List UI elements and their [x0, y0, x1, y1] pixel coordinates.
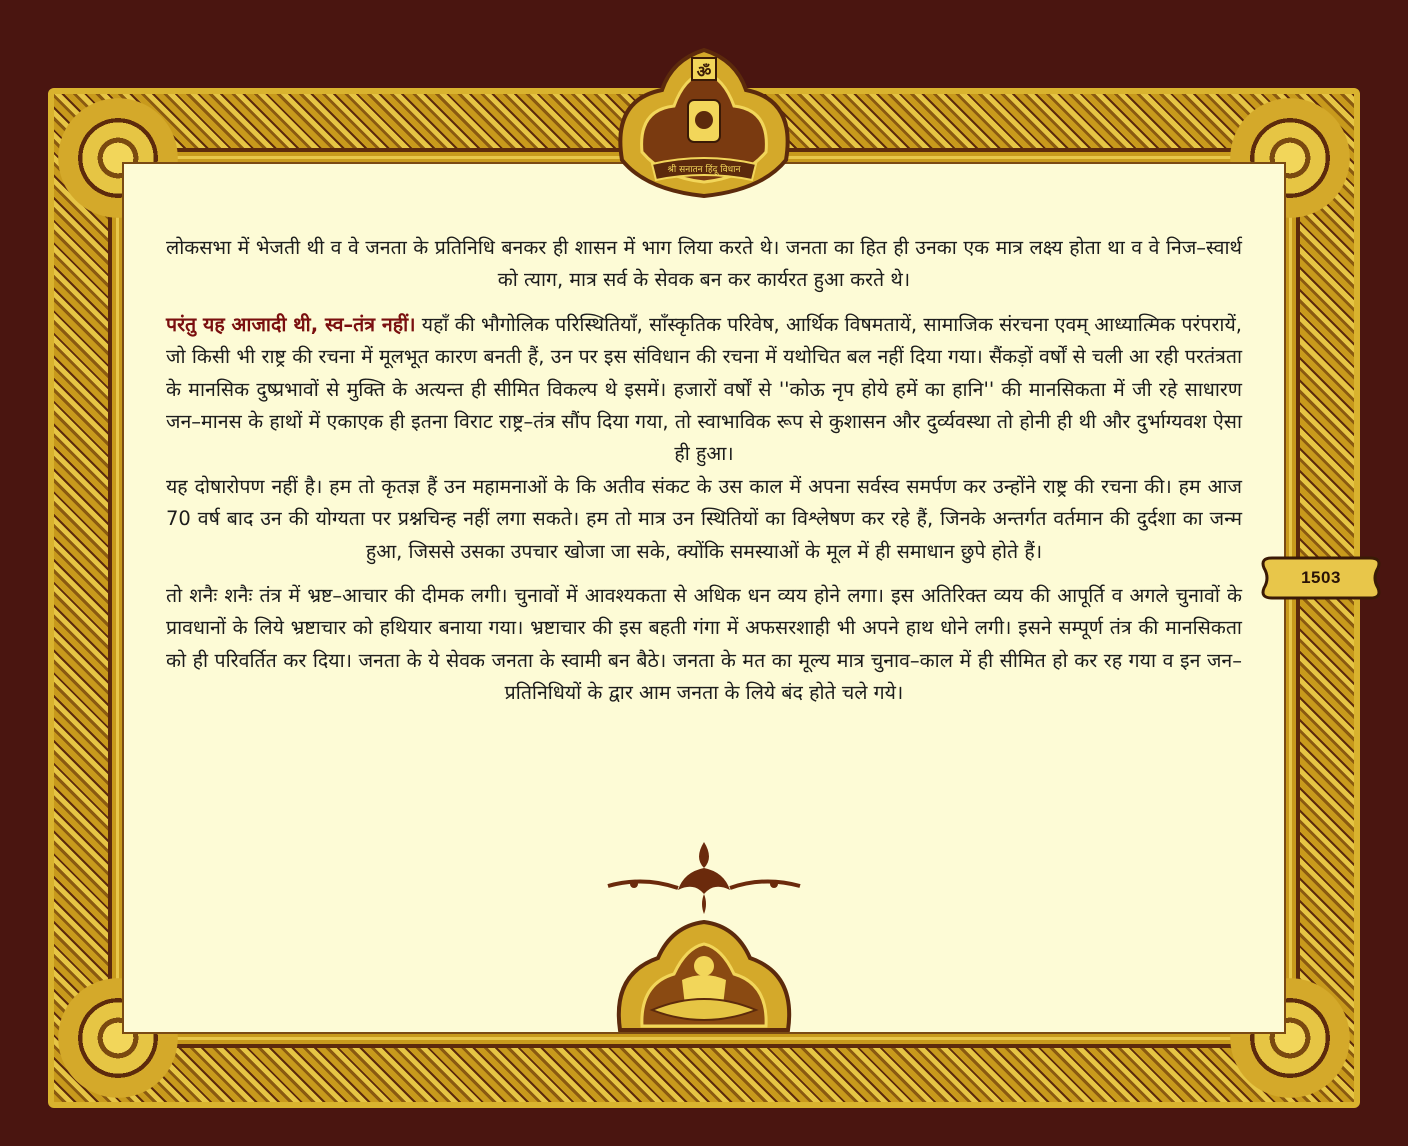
paragraph-2	[166, 309, 1242, 471]
paragraph-3	[166, 471, 1242, 568]
flourish-divider-icon	[604, 838, 804, 918]
paragraph-text: यह दोषारोपण नहीं है। हम तो कृतज्ञ हैं उन महामनाओं के कि अतीव संकट के उस काल में अपना सर्वस्व समर्पण कर उन्होंने राष्ट्र की रचना की। हम आज 70 वर्ष बाद उन की योग्यता पर प्रश्नचिन्ह नहीं लगा सकते। हम तो मात्र उन स्थितियों का विश्लेषण कर रहे हैं, जिनके अन्तर्गत वर्तमान की दुर्दशा का जन्म हुआ, जिससे उसका उपचार खोजा जा सके, क्योंकि समस्याओं के मूल में ही समाधान छुपे होते हैं।	[166, 474, 1242, 563]
crest-symbol: ॐ	[696, 62, 712, 81]
paragraph-lead-bold: परंतु यह आजादी थी, स्व–तंत्र नहीं।	[166, 312, 416, 336]
crest-caption: श्री सनातन हिंदू विधान	[667, 165, 741, 175]
paragraph-text: लोकसभा में भेजती थी व वे जनता के प्रतिनिधि बनकर ही शासन में भाग लिया करते थे। जनता का हित ही उनका एक मात्र लक्ष्य होता था व वे निज–स्वार्थ को त्याग, मात्र सर्व के सेवक बन कर कार्यरत हुआ करते थे।	[166, 236, 1242, 292]
body-text	[166, 232, 1242, 710]
paragraph-1	[166, 232, 1242, 297]
paragraph-text: तो शनैः शनैः तंत्र में भ्रष्ट–आचार की दीमक लगी। चुनावों में आवश्यकता से अधिक धन व्यय होने लगा। इस अतिरिक्त व्यय की आपूर्ति व अगले चुनावों के प्रावधानों के लिये भ्रष्टाचार को हथियार बनाया गया। भ्रष्टाचार की इस बहती गंगा में अफसरशाही भी अपने हाथ धोने लगी। इसने सम्पूर्ण तंत्र की मानसिकता को ही परिवर्तित कर दिया। जनता के ये सेवक जनता के स्वामी बन बैठे। जनता के मत का मूल्य मात्र चुनाव–काल में ही सीमित हो कर रह गया व इन जन–प्रतिनिधियों के द्वार आम जनता के लिये बंद होते चले गये।	[166, 584, 1242, 705]
lamp-emblem-icon	[612, 918, 796, 1036]
paragraph-text: यहाँ की भौगोलिक परिस्थितियाँ, साँस्कृतिक परिवेष, आर्थिक विषमतायें, सामाजिक संरचना एवम् आध्यात्मिक परंपरायें, जो किसी भी राष्ट्र की रचना में मूलभूत कारण बनती हैं, उन पर इस संविधान की रचना में यथोचित बल नहीं दिया गया। सैंकड़ों वर्षों से चली आ रही परतंत्रता के मानसिक दुष्प्रभावों से मुक्ति के अत्यन्त ही सीमित विकल्प थे इसमें। हजारों वर्षों से ''कोऊ नृप होये हमें का हानि'' की मानसिकता में जी रहे साधारण जन–मानस के हाथों में एकाएक ही इतना विराट राष्ट्र–तंत्र सौंप दिया गया, तो स्वाभाविक रूप से कुशासन और दुर्व्यवस्था तो होनी ही थी और दुर्भाग्यवश ऐसा ही हुआ।	[166, 312, 1242, 466]
page-number: 1503	[1301, 568, 1341, 587]
paragraph-4	[166, 580, 1242, 710]
